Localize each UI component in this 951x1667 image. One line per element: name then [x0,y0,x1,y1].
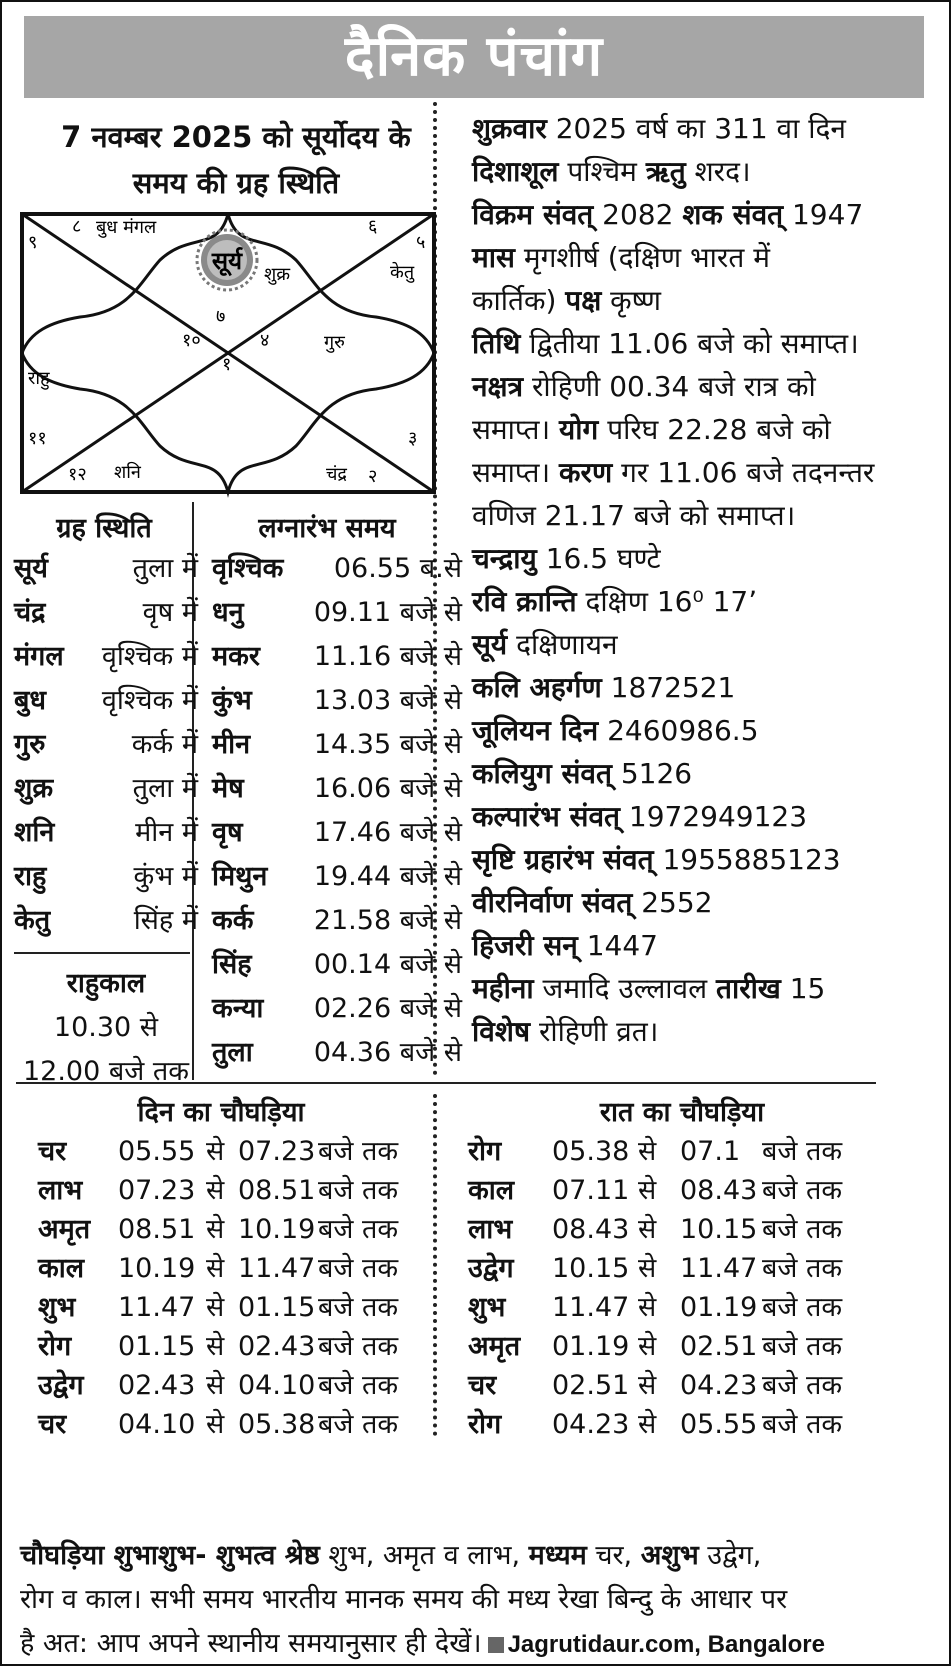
panchang-line [472,149,942,195]
graha-name: शुक्र [14,773,54,804]
lagna-name: धनु [212,597,244,628]
choghadiya-tail: बजे तक [318,1370,399,1401]
choghadiya-name: काल [38,1253,85,1284]
ketu-label: केतु [390,262,415,283]
lagna-row [212,590,462,636]
kundli-svg [20,212,462,512]
lagna-name: वृश्चिक [212,553,284,584]
choghadiya-to: 04.10 [238,1370,316,1401]
choghadiya-to: 07.1 [680,1136,741,1167]
panchang-value: 1872521 [601,671,736,704]
lagna-row [212,546,462,592]
night-choghadiya-heading: रात का चौघड़िया [599,1097,765,1128]
lagna-name: मेष [212,773,244,804]
panchang-value: 15 [780,972,826,1005]
lagna-name: कर्क [212,905,254,936]
graha-row [14,678,198,724]
panchang-line [472,364,942,410]
graha-name: शनि [14,817,55,848]
panchang-value: द्वितीया 11.06 बजे को समाप्त। [520,327,859,360]
choghadiya-se: से [638,1136,657,1167]
lagna-row [212,810,462,856]
graha-sign: तुला में [132,773,198,804]
panchang-key: रवि क्रान्ति [472,585,577,618]
choghadiya-from: 08.43 [552,1214,630,1245]
lagna-row [212,722,462,768]
panchang-value: जमादि उल्लावल [533,972,717,1005]
lagna-row [212,898,462,944]
choghadiya-from: 04.23 [552,1409,630,1440]
panchang-line [472,923,942,969]
panchang-value: वणिज 21.17 बजे को समाप्त। [472,499,796,532]
choghadiya-tail: बजे तक [762,1370,843,1401]
rahu-label: राहु [28,368,50,389]
graha-row [14,854,198,900]
footer-bold-3: अशुभ [640,1540,699,1571]
choghadiya-from: 11.47 [552,1292,630,1323]
page-title: दैनिक पंचांग [24,16,924,98]
panchang-key: तारीख [716,972,781,1005]
panchang-line [472,708,942,754]
rahukaal-line-1: 10.30 से [53,1012,159,1043]
panchang-key: दिशाशूल [472,155,559,188]
choghadiya-tail: बजे तक [762,1331,843,1362]
panchang-key: कलि अहर्गण [472,671,602,704]
lagna-name: मीन [212,729,251,760]
panchang-key: चन्द्रायु [472,542,537,575]
lagna-row [212,634,462,680]
lagna-time: 16.06 बजे से [313,773,462,804]
chandra-label: चंद्र [326,464,347,485]
panchang-value: 1447 [577,929,658,962]
choghadiya-to: 11.47 [680,1253,758,1284]
panchang-value: 2460986.5 [598,714,759,747]
choghadiya-tail: बजे तक [762,1292,843,1323]
choghadiya-se: से [206,1331,225,1362]
square-bullet-icon [488,1637,504,1653]
panchang-key: विशेष [472,1015,531,1048]
lagna-row [212,766,462,812]
panchang-value: 2552 [632,886,713,919]
choghadiya-name: अमृत [468,1331,521,1362]
choghadiya-se: से [638,1214,657,1245]
panchang-line [472,493,942,539]
choghadiya-to: 10.19 [238,1214,316,1245]
graha-sign: वृष में [142,597,198,628]
footer-text-4: है अत: आप अपने स्थानीय समयानुसार ही देखें। [20,1628,482,1659]
panchang-key: वीरनिर्वाण संवत् [472,886,633,919]
lagna-time: 06.55 ब.से [333,553,462,584]
panchang-value: 1972949123 [620,800,808,833]
panchang-line [472,278,942,324]
panchang-value: 1955885123 [653,843,841,876]
graha-name: गुरु [14,729,46,760]
choghadiya-se: से [638,1175,657,1206]
choghadiya-dotted-divider [433,1094,437,1436]
panchang-value: रोहिणी 00.34 बजे रात्र को [523,370,816,403]
panchang-key: ऋतु [645,155,686,188]
choghadiya-from: 02.51 [552,1370,630,1401]
house-1: १ [222,354,232,375]
footer-line-2: रोग व काल। सभी समय भारतीय मानक समय की मध्य रेखा बिन्दु के आधार पर [20,1584,788,1615]
choghadiya-from: 08.51 [118,1214,196,1245]
graha-heading: ग्रह स्थिति [56,513,152,544]
footer-bold-1: चौघड़िया शुभाशुभ- शुभत्व श्रेष्ठ [20,1540,320,1571]
panchang-key: करण [559,456,613,489]
rahukaal-heading: राहुकाल [66,968,146,999]
panchang-key: पक्ष [565,284,602,317]
panchang-key: तिथि [472,327,521,360]
choghadiya-from: 10.15 [552,1253,630,1284]
lagna-time: 14.35 बजे से [313,729,462,760]
panchang-key: विक्रम संवत् [472,198,594,231]
choghadiya-from: 10.19 [118,1253,196,1284]
choghadiya-name: रोग [468,1136,502,1167]
choghadiya-from: 07.23 [118,1175,196,1206]
choghadiya-name: उद्वेग [38,1370,84,1401]
graha-sign: कुंभ में [133,861,198,892]
kundli-chart [20,212,462,512]
choghadiya-to: 02.43 [238,1331,316,1362]
choghadiya-name: उद्वेग [468,1253,514,1284]
choghadiya-to: 05.55 [680,1409,758,1440]
choghadiya-tail: बजे तक [762,1409,843,1440]
choghadiya-to: 04.23 [680,1370,758,1401]
graha-row [14,722,198,768]
panchang-key: कल्पारंभ संवत् [472,800,621,833]
choghadiya-se: से [206,1136,225,1167]
choghadiya-name: लाभ [468,1214,513,1245]
choghadiya-name: चर [38,1409,67,1440]
lagna-name: वृष [212,817,243,848]
lagna-time: 17.46 बजे से [313,817,462,848]
panchang-line [472,794,942,840]
graha-name: केतु [14,905,51,936]
panchang-value: कार्तिक) [472,284,566,317]
lagna-name: मिथुन [212,861,268,892]
choghadiya-name: अमृत [38,1214,91,1245]
panchang-value: गर 11.06 बजे तदनन्तर [612,456,875,489]
panchang-line [472,536,942,582]
panchang-value: 2082 [593,198,683,231]
panchang-value: समाप्त। [472,456,560,489]
rahukaal-line-2: 12.00 बजे तक [22,1056,190,1087]
panchang-value: 1947 [783,198,864,231]
lagna-time: 02.26 बजे से [313,993,462,1024]
choghadiya-from: 05.38 [552,1136,630,1167]
choghadiya-to: 07.23 [238,1136,316,1167]
choghadiya-from: 11.47 [118,1292,196,1323]
lagna-name: कन्या [212,993,264,1024]
lagna-time: 13.03 बजे से [313,685,462,716]
choghadiya-to: 10.15 [680,1214,758,1245]
graha-row [14,898,198,944]
house-4: ४ [260,330,270,351]
panchang-line [472,407,942,453]
lagna-name: तुला [212,1037,253,1068]
panchang-line [472,966,942,1012]
choghadiya-tail: बजे तक [318,1292,399,1323]
panchang-value: पश्चिम [558,155,646,188]
choghadiya-to: 08.51 [238,1175,316,1206]
graha-row [14,810,198,856]
choghadiya-se: से [206,1409,225,1440]
graha-sign: वृश्चिक में [101,685,198,716]
budh-mangal-label: बुध मंगल [96,217,157,238]
choghadiya-se: से [638,1370,657,1401]
graha-row [14,546,198,592]
graha-name: चंद्र [14,597,46,628]
heading-line-1: 7 नवम्बर 2025 को सूर्योदय के [61,120,411,154]
panchang-value: कृष्ण [601,284,661,317]
lagna-time: 09.11 बजे से [313,597,462,628]
panchang-line [472,622,942,668]
choghadiya-to: 08.43 [680,1175,758,1206]
choghadiya-tail: बजे तक [762,1136,843,1167]
heading-line-2: समय की ग्रह स्थिति [132,166,340,200]
choghadiya-from: 07.11 [552,1175,630,1206]
lagna-time: 11.16 बजे से [313,641,462,672]
choghadiya-name: काल [468,1175,515,1206]
lagna-row [212,942,462,988]
house-2: २ [368,466,378,487]
panchang-value: 2025 वर्ष का 311 वा दिन [546,112,846,145]
footer-text-3: उद्वेग, [698,1540,762,1571]
panchang-line [472,192,942,238]
panchang-line [472,450,942,496]
house-5: ५ [416,232,426,253]
choghadiya-se: से [206,1214,225,1245]
choghadiya-name: लाभ [38,1175,83,1206]
panchang-line [472,321,942,367]
sun-label: सूर्य [211,247,243,275]
choghadiya-tail: बजे तक [762,1253,843,1284]
choghadiya-to: 02.51 [680,1331,758,1362]
choghadiya-tail: बजे तक [318,1253,399,1284]
house-10: १० [182,330,201,351]
choghadiya-from: 04.10 [118,1409,196,1440]
panchang-line [472,1009,942,1055]
choghadiya-se: से [638,1409,657,1440]
panchang-value: 16.5 घण्टे [536,542,661,575]
choghadiya-to: 05.38 [238,1409,316,1440]
choghadiya-from: 01.19 [552,1331,630,1362]
panchang-line [472,751,942,797]
panchang-value: समाप्त। [472,413,560,446]
choghadiya-from: 01.15 [118,1331,196,1362]
choghadiya-from: 02.43 [118,1370,196,1401]
graha-row [14,590,198,636]
graha-row [14,766,198,812]
house-3: ३ [408,428,418,449]
panchang-value: परिघ 22.28 बजे को [598,413,831,446]
choghadiya-tail: बजे तक [318,1175,399,1206]
panchang-line [472,837,942,883]
graha-position-heading [16,114,456,206]
choghadiya-se: से [206,1253,225,1284]
graha-sign: सिंह में [133,905,198,936]
rahukaal-box [14,962,198,1094]
choghadiya-name: रोग [38,1331,72,1362]
lagna-row [212,986,462,1032]
graha-name: राहु [14,861,47,892]
panchang-line [472,235,942,281]
shukra-label: शुक्र [264,264,291,285]
panchang-key: शक संवत् [682,198,784,231]
graha-sign: वृश्चिक में [101,641,198,672]
lagna-row [212,678,462,724]
panchang-value: शरद। [685,155,751,188]
house-8: ८ [72,216,82,237]
panchang-key: सूर्य [472,628,508,661]
graha-name: बुध [14,685,47,716]
graha-name: सूर्य [14,553,48,584]
footer-line-1 [20,1534,940,1578]
footer-bold-2: मध्यम [528,1540,587,1571]
choghadiya-name: रोग [468,1409,502,1440]
panchang-key: कलियुग संवत् [472,757,612,790]
panchang-value: रोहिणी व्रत। [530,1015,659,1048]
graha-sign: कर्क में [131,729,198,760]
brand-credit: Jagrutidaur.com, Bangalore [507,1631,825,1658]
choghadiya-to: 01.15 [238,1292,316,1323]
rahukaal-divider [14,952,190,954]
panchang-line [472,579,942,625]
choghadiya-se: से [638,1331,657,1362]
choghadiya-name: चर [38,1136,67,1167]
choghadiya-tail: बजे तक [318,1331,399,1362]
choghadiya-se: से [206,1292,225,1323]
footer-text-2: चर, [586,1540,641,1571]
shani-label: शनि [114,462,141,483]
panchang-line [472,106,942,152]
panchang-line [472,880,942,926]
choghadiya-tail: बजे तक [318,1409,399,1440]
panchang-key: सृष्टि ग्रहारंभ संवत् [472,843,654,876]
footer-note [20,1534,940,1667]
guru-label: गुरु [324,332,345,353]
choghadiya-se: से [206,1175,225,1206]
panchang-key: शुक्रवार [472,112,547,145]
graha-name: मंगल [14,641,64,672]
graha-sign: मीन में [135,817,198,848]
choghadiya-tail: बजे तक [318,1214,399,1245]
lagna-name: मकर [212,641,260,672]
panchang-line [472,665,942,711]
choghadiya-tail: बजे तक [318,1136,399,1167]
choghadiya-se: से [638,1253,657,1284]
choghadiya-name: चर [468,1370,497,1401]
house-12: १२ [68,464,87,485]
lagna-name: कुंभ [212,685,252,716]
lagna-time: 19.44 बजे से [313,861,462,892]
footer-line-3 [20,1622,940,1667]
choghadiya-se: से [638,1292,657,1323]
house-11: ११ [28,428,47,449]
lagna-time: 21.58 बजे से [313,905,462,936]
panchang-key: जूलियन दिन [472,714,599,747]
panchang-key: मास [472,241,515,274]
panchang-value: दक्षिण 16⁰ 17ʼ [576,585,758,618]
footer-text-1: शुभ, अमृत व लाभ, [319,1540,529,1571]
choghadiya-name: शुभ [468,1292,506,1323]
lagna-heading: लग्नारंभ समय [258,513,396,544]
choghadiya-tail: बजे तक [762,1214,843,1245]
choghadiya-se: से [206,1370,225,1401]
panchang-value: मृगशीर्ष (दक्षिण भारत में [514,241,770,274]
house-6: ६ [368,216,378,237]
day-choghadiya-heading: दिन का चौघड़िया [137,1097,305,1128]
panchang-value: दक्षिणायन [507,628,618,661]
lagna-time: 00.14 बजे से [313,949,462,980]
choghadiya-to: 01.19 [680,1292,758,1323]
panchang-key: नक्षत्र [472,370,524,403]
panchang-value: 5126 [611,757,693,790]
choghadiya-to: 11.47 [238,1253,316,1284]
lagna-time: 04.36 बजे से [313,1037,462,1068]
graha-sign: तुला में [132,553,198,584]
lagna-name: सिंह [212,949,252,980]
house-7: ७ [216,306,226,327]
lagna-row [212,854,462,900]
choghadiya-from: 05.55 [118,1136,196,1167]
panchang-key: हिजरी सन् [472,929,578,962]
panchang-key: महीना [472,972,534,1005]
choghadiya-name: शुभ [38,1292,76,1323]
panchang-key: योग [559,413,599,446]
house-9: ९ [28,232,38,253]
lagna-row [212,1030,462,1076]
choghadiya-tail: बजे तक [762,1175,843,1206]
graha-row [14,634,198,680]
